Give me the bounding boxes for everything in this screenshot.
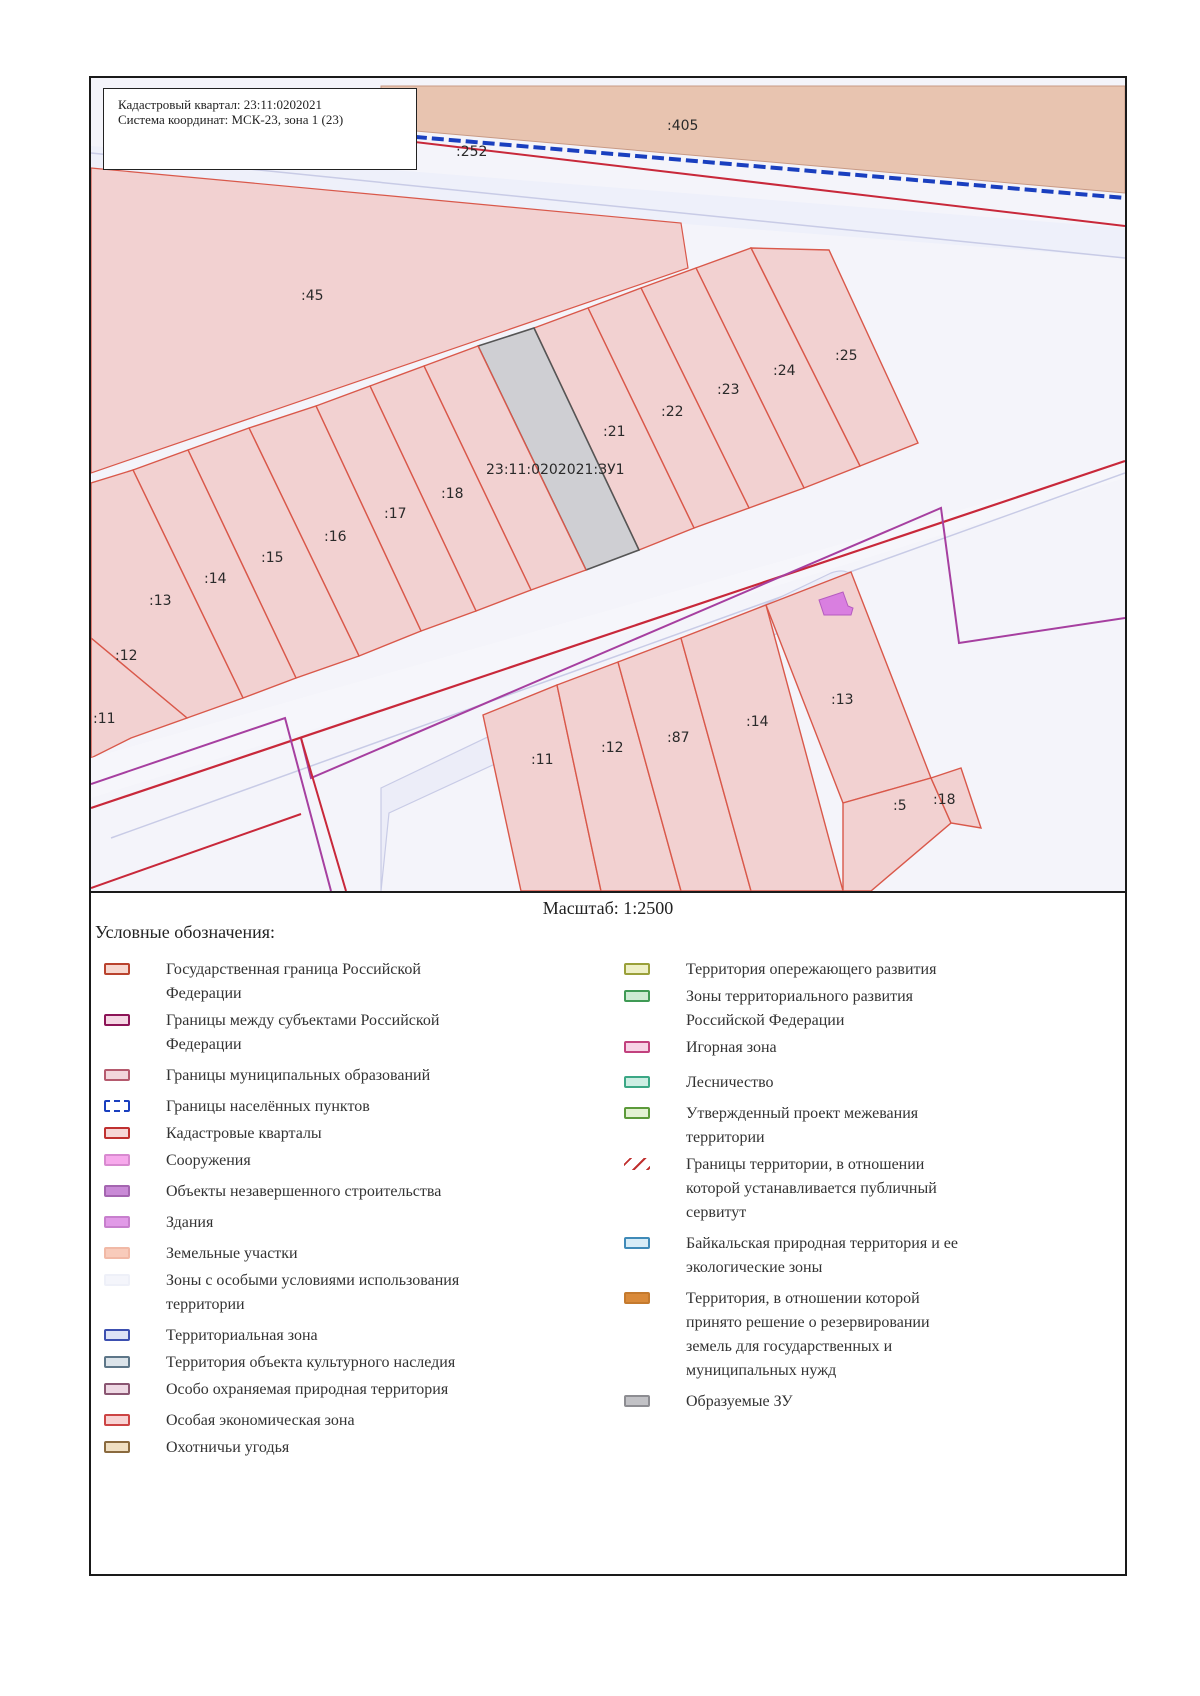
legend-item	[91, 1269, 571, 1317]
label-parcel-s5: :5	[893, 798, 907, 814]
legend-item	[91, 1122, 571, 1146]
label-parcel-24: :24	[773, 363, 796, 379]
cadastral-map[interactable]	[91, 78, 1125, 893]
legend-label: Территория объекта культурного наследия	[166, 1354, 456, 1371]
label-parcel-14: :14	[204, 571, 227, 587]
economic-zone-icon	[104, 1414, 130, 1426]
legend-label: Кадастровые кварталы	[166, 1125, 322, 1142]
legend-label: Территория опережающего развития	[686, 961, 937, 978]
land-survey-project-icon	[624, 1107, 650, 1119]
land-reservation-icon	[624, 1292, 650, 1304]
legend-label: Границы муниципальных образований	[166, 1067, 431, 1084]
baikal-territory-icon	[624, 1237, 650, 1249]
protected-area-icon	[104, 1383, 130, 1395]
land-plots-icon	[104, 1247, 130, 1259]
label-parcel-21: :21	[603, 424, 626, 440]
coordinate-system-text: Система координат: МСК-23, зона 1 (23)	[118, 112, 344, 127]
legend-item	[611, 985, 1111, 1033]
label-parcel-15: :15	[261, 550, 284, 566]
legend-label: Земельные участки	[166, 1245, 298, 1262]
map-info-box	[103, 88, 417, 170]
legend-item	[611, 958, 1111, 982]
hunting-grounds-icon	[104, 1441, 130, 1453]
legend-item	[91, 1009, 571, 1057]
legend-label: Территориальная зона	[166, 1327, 318, 1344]
legend-item	[91, 1149, 571, 1173]
legend-label: Охотничьи угодья	[166, 1439, 290, 1456]
structures-icon	[104, 1154, 130, 1166]
label-parcel-s12: :12	[601, 740, 624, 756]
legend-item	[91, 1242, 571, 1266]
legend-label: Границы между субъектами Российской Федерации	[166, 1012, 440, 1053]
legend-item	[611, 1390, 1111, 1414]
legend-label: Здания	[166, 1214, 214, 1231]
legend-item	[91, 1095, 571, 1119]
legend-label: Сооружения	[166, 1152, 251, 1169]
gambling-zone-icon	[624, 1041, 650, 1053]
territorial-zone-icon	[104, 1329, 130, 1341]
cadastral-quarter-text: Кадастровый квартал: 23:11:0202021	[118, 97, 323, 112]
label-parcel-17: :17	[384, 506, 407, 522]
legend-item	[611, 1036, 1111, 1060]
label-parcel-25: :25	[835, 348, 858, 364]
legend-label: Зоны территориального развития Российской Федерации	[686, 988, 914, 1029]
legend-label: Байкальская природная территория и ее экологические зоны	[686, 1235, 958, 1276]
legend-item	[91, 1436, 571, 1460]
unfinished-construction-icon	[104, 1185, 130, 1197]
legend-item	[611, 1153, 1111, 1225]
new-plots-icon	[624, 1395, 650, 1407]
legend-item	[91, 1180, 571, 1204]
legend-label: Территория, в отношении которой принято решение о резервировании земель для государственных и муниципальных нужд	[686, 1290, 930, 1379]
label-parcel-s14: :14	[746, 714, 769, 730]
label-parcel-23: :23	[717, 382, 740, 398]
forestry-icon	[624, 1076, 650, 1088]
legend-label: Государственная граница Российской Федерации	[166, 961, 421, 1002]
label-new-parcel: 23:11:0202021:ЗУ1	[486, 462, 625, 478]
label-parcel-s13: :13	[831, 692, 854, 708]
cultural-heritage-icon	[104, 1356, 130, 1368]
legend-left-column	[91, 958, 571, 1463]
legend-item	[91, 1211, 571, 1235]
public-easement-icon	[624, 1158, 650, 1170]
legend-label: Утвержденный проект межевания территории	[686, 1105, 919, 1146]
label-parcel-s11: :11	[531, 752, 554, 768]
legend-item	[91, 958, 571, 1006]
legend-label: Объекты незавершенного строительства	[166, 1183, 442, 1200]
label-parcel-45: :45	[301, 288, 324, 304]
label-parcel-252: :252	[456, 144, 488, 160]
legend-label: Особо охраняемая природная территория	[166, 1381, 449, 1398]
municipal-border-icon	[104, 1069, 130, 1081]
legend-right-column	[611, 958, 1111, 1417]
legend-label: Границы населённых пунктов	[166, 1098, 370, 1115]
legend-item	[91, 1409, 571, 1433]
buildings-icon	[104, 1216, 130, 1228]
label-parcel-s87: :87	[667, 730, 690, 746]
cadastral-quarter-icon	[104, 1127, 130, 1139]
legend-item	[611, 1287, 1111, 1383]
label-parcel-13: :13	[149, 593, 172, 609]
legend-label: Границы территории, в отношении которой устанавливается публичный сервитут	[686, 1156, 937, 1221]
legend-label: Зоны с особыми условиями использования территории	[166, 1272, 460, 1313]
legend-item	[611, 1071, 1111, 1095]
label-parcel-405: :405	[667, 118, 699, 134]
label-parcel-11: :11	[93, 711, 116, 727]
legend-title: Условные обозначения:	[95, 922, 276, 942]
legend-label: Лесничество	[686, 1074, 774, 1091]
territorial-development-icon	[624, 990, 650, 1002]
legend-item	[611, 1232, 1111, 1280]
special-zones-icon	[104, 1274, 130, 1286]
settlement-border-icon	[104, 1100, 130, 1112]
legend-item	[611, 1102, 1111, 1150]
label-parcel-s18: :18	[933, 792, 956, 808]
legend-item	[91, 1064, 571, 1088]
label-parcel-18: :18	[441, 486, 464, 502]
subject-border-icon	[104, 1014, 130, 1026]
legend-item	[91, 1351, 571, 1375]
scale-label: Масштаб: 1:2500	[542, 898, 674, 918]
advanced-development-icon	[624, 963, 650, 975]
legend-label: Игорная зона	[686, 1039, 777, 1056]
legend-item	[91, 1324, 571, 1348]
label-parcel-22: :22	[661, 404, 684, 420]
label-parcel-16: :16	[324, 529, 347, 545]
state-border-icon	[104, 963, 130, 975]
map-sheet-frame	[89, 76, 1127, 1576]
label-parcel-12: :12	[115, 648, 138, 664]
legend-label: Особая экономическая зона	[166, 1412, 355, 1429]
legend-item	[91, 1378, 571, 1402]
map-canvas[interactable]	[91, 78, 1125, 891]
legend-label: Образуемые ЗУ	[686, 1393, 793, 1410]
